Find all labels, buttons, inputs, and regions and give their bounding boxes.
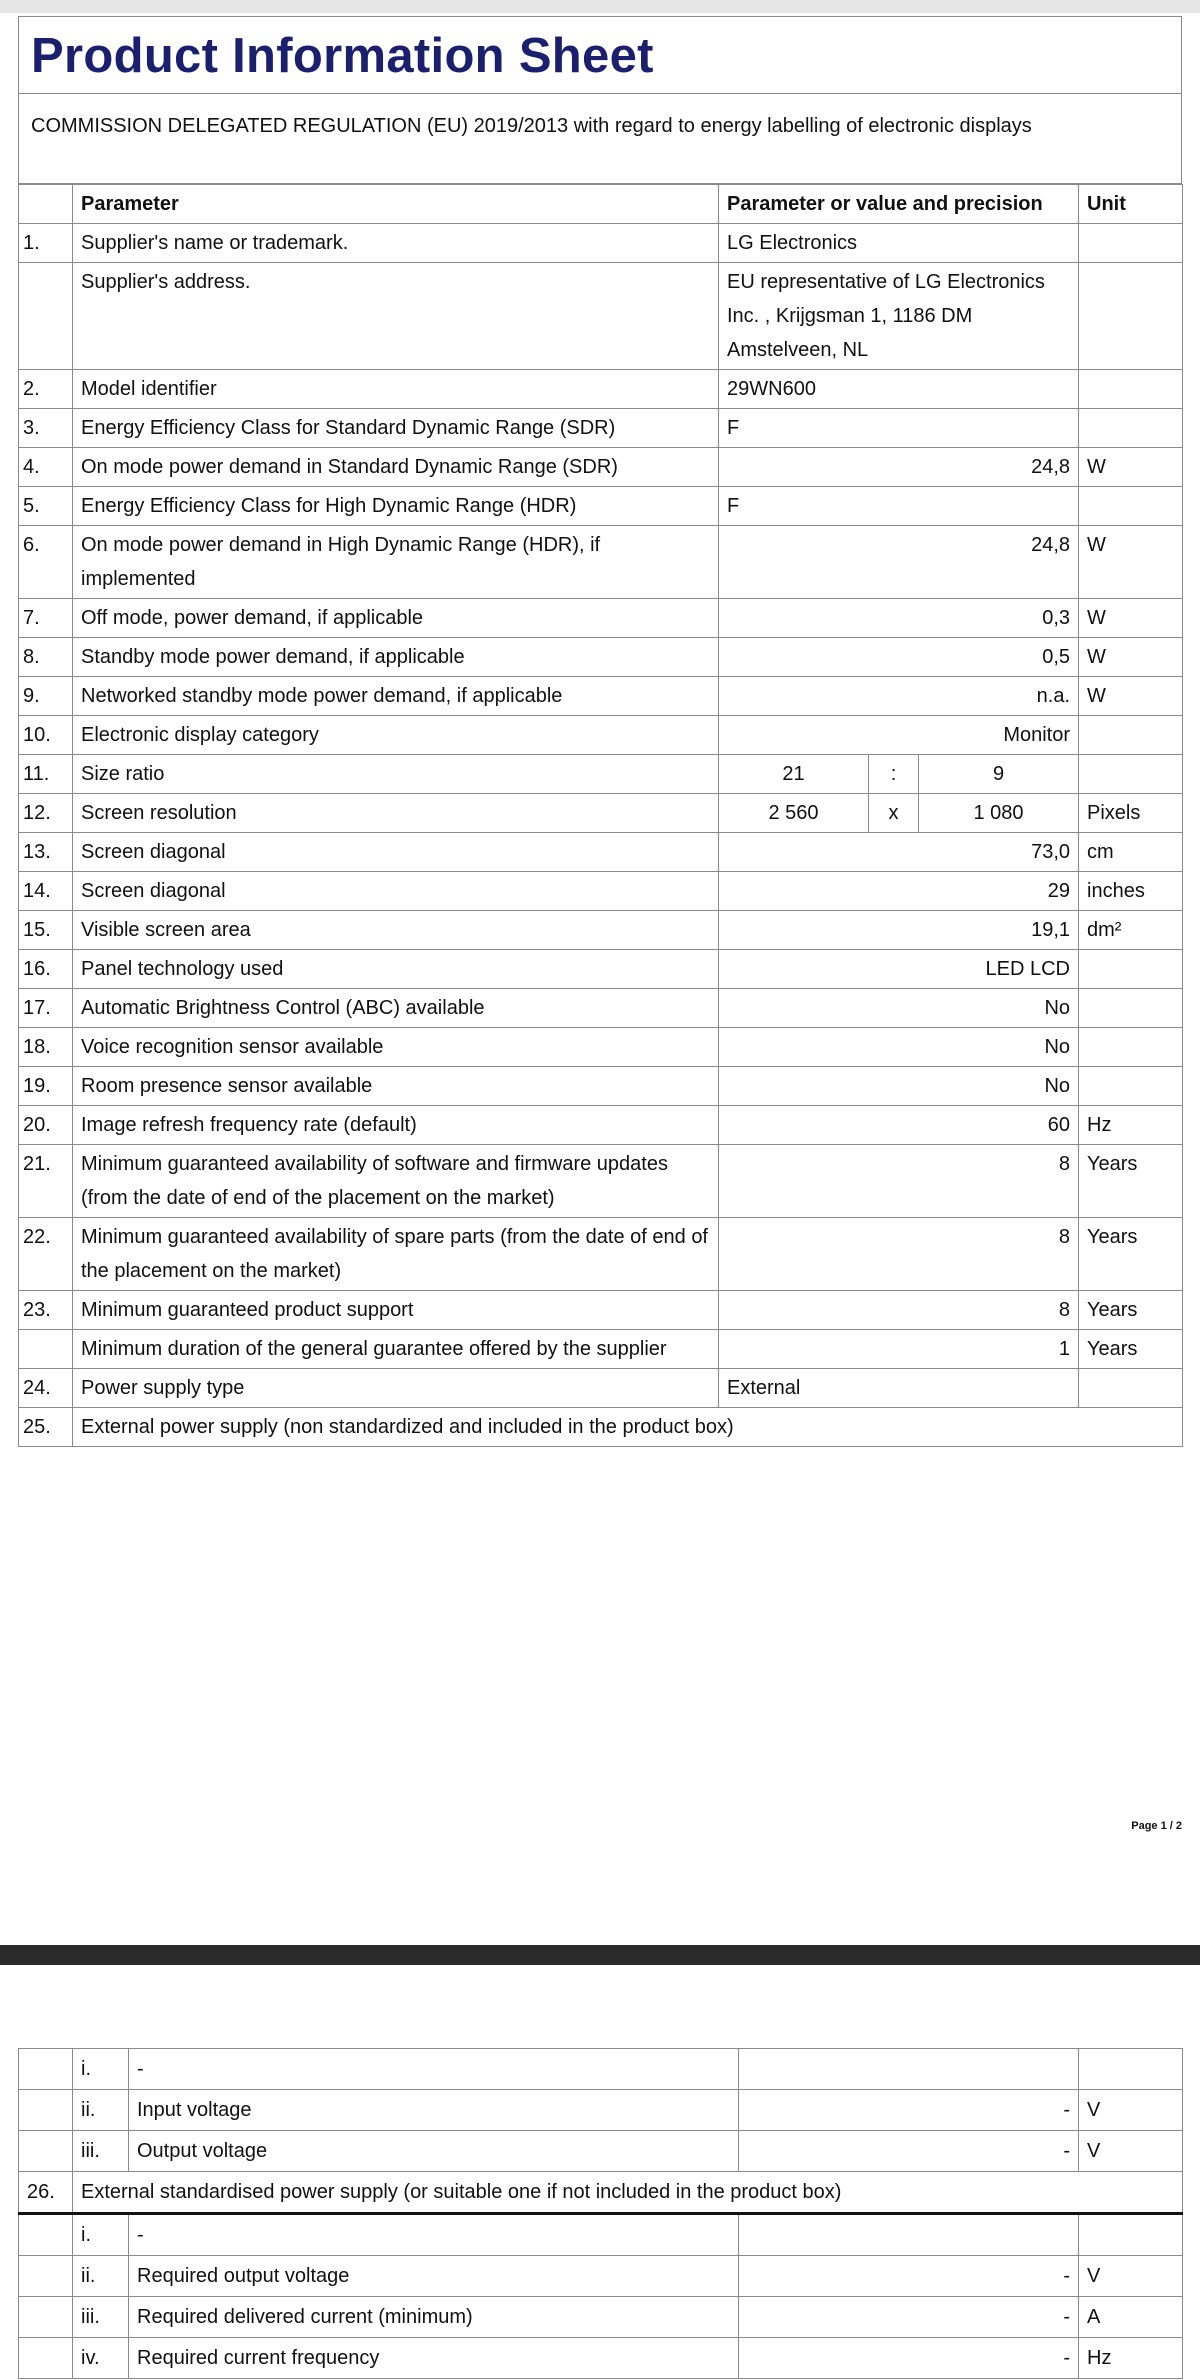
row-unit: W: [1079, 677, 1183, 716]
row-parameter: Minimum duration of the general guarantee offered by the supplier: [73, 1330, 719, 1369]
row-parameter: Supplier's name or trademark.: [73, 224, 719, 263]
row-parameter: Room presence sensor available: [73, 1067, 719, 1106]
sub-parameter: Output voltage: [129, 2131, 739, 2172]
standard-supply-subrow: [19, 2256, 1183, 2297]
row-number: 24.: [19, 1369, 73, 1408]
table-row: [19, 1369, 1183, 1408]
sub-parameter: Input voltage: [129, 2090, 739, 2131]
row-parameter: Size ratio: [73, 755, 719, 794]
row-number: 22.: [19, 1218, 73, 1291]
row-value: F: [719, 409, 1079, 448]
row-value: 0,5: [719, 638, 1079, 677]
ratio-separator: x: [869, 794, 919, 833]
row-value: External: [719, 1369, 1079, 1408]
table-row: [19, 638, 1183, 677]
table-row: [19, 716, 1183, 755]
row-number: 16.: [19, 950, 73, 989]
row-number: 13.: [19, 833, 73, 872]
row-parameter: Model identifier: [73, 370, 719, 409]
row-unit: [1079, 224, 1183, 263]
row-number-empty: [19, 2214, 73, 2256]
regulation-subtitle: COMMISSION DELEGATED REGULATION (EU) 2019/2013 with regard to energy labelling of electronic displays: [18, 94, 1182, 184]
row-value: LED LCD: [719, 950, 1079, 989]
table-row: [19, 487, 1183, 526]
sub-parameter: Required delivered current (minimum): [129, 2297, 739, 2338]
row-unit: W: [1079, 526, 1183, 599]
table-row: [19, 911, 1183, 950]
row-parameter: On mode power demand in Standard Dynamic Range (SDR): [73, 448, 719, 487]
row-parameter: Screen diagonal: [73, 872, 719, 911]
row-parameter: Voice recognition sensor available: [73, 1028, 719, 1067]
ratio-left: 21: [719, 755, 869, 794]
row-number: 20.: [19, 1106, 73, 1145]
sub-value: -: [739, 2256, 1079, 2297]
row-value: 1: [719, 1330, 1079, 1369]
ratio-left: 2 560: [719, 794, 869, 833]
row-unit: Years: [1079, 1218, 1183, 1291]
row-number: 7.: [19, 599, 73, 638]
row-parameter: On mode power demand in High Dynamic Range (HDR), if implemented: [73, 526, 719, 599]
row-number: 15.: [19, 911, 73, 950]
standard-supply-subrow: [19, 2338, 1183, 2379]
row-value: 8: [719, 1145, 1079, 1218]
row-unit: cm: [1079, 833, 1183, 872]
row-parameter: Panel technology used: [73, 950, 719, 989]
table-row: [19, 409, 1183, 448]
sub-unit: Hz: [1079, 2338, 1183, 2379]
table-row: [19, 1028, 1183, 1067]
row-unit: [1079, 409, 1183, 448]
row-parameter: Screen diagonal: [73, 833, 719, 872]
row-value: No: [719, 1028, 1079, 1067]
row-unit: [1079, 950, 1183, 989]
row-number: 21.: [19, 1145, 73, 1218]
row-unit: [1079, 989, 1183, 1028]
table-row: [19, 1408, 1183, 1447]
row-number-empty: [19, 2049, 73, 2090]
row-unit: Pixels: [1079, 794, 1183, 833]
row-number: 5.: [19, 487, 73, 526]
row-value: 24,8: [719, 526, 1079, 599]
row-value: Monitor: [719, 716, 1079, 755]
row-parameter: Screen resolution: [73, 794, 719, 833]
top-edge: [0, 0, 1200, 13]
row-unit: Years: [1079, 1291, 1183, 1330]
row-unit: [1079, 1067, 1183, 1106]
power-supply-table: [18, 2048, 1183, 2379]
sub-unit: V: [1079, 2090, 1183, 2131]
row-unit: [1079, 716, 1183, 755]
roman-index: i.: [73, 2049, 129, 2090]
row-number-empty: [19, 2131, 73, 2172]
table-row: [19, 1145, 1183, 1218]
row-number: 19.: [19, 1067, 73, 1106]
row-number: 18.: [19, 1028, 73, 1067]
row-value: 29: [719, 872, 1079, 911]
table-row: [19, 370, 1183, 409]
table-row: [19, 448, 1183, 487]
power-supply-subrow: [19, 2131, 1183, 2172]
sub-value: -: [739, 2297, 1079, 2338]
sub-unit: A: [1079, 2297, 1183, 2338]
row-number: 1.: [19, 224, 73, 263]
sub-value: [739, 2049, 1079, 2090]
sub-value: -: [739, 2338, 1079, 2379]
sub-unit: V: [1079, 2131, 1183, 2172]
row-unit: Years: [1079, 1145, 1183, 1218]
row-value: 73,0: [719, 833, 1079, 872]
roman-index: iii.: [73, 2131, 129, 2172]
header-value: Parameter or value and precision: [719, 185, 1079, 224]
row-number: 17.: [19, 989, 73, 1028]
power-supply-subrow: [19, 2090, 1183, 2131]
row-value: 19,1: [719, 911, 1079, 950]
row-unit: [1079, 487, 1183, 526]
header-num: [19, 185, 73, 224]
page-2: [18, 2048, 1182, 2379]
sub-parameter: -: [129, 2214, 739, 2256]
row-number: 11.: [19, 755, 73, 794]
sub-unit: V: [1079, 2256, 1183, 2297]
sub-unit: [1079, 2214, 1183, 2256]
row-number: 9.: [19, 677, 73, 716]
table-row: [19, 599, 1183, 638]
table-row: [19, 2172, 1183, 2214]
roman-index: i.: [73, 2214, 129, 2256]
row-value: 29WN600: [719, 370, 1079, 409]
table-row: [19, 1067, 1183, 1106]
row-parameter: Minimum guaranteed availability of spare parts (from the date of end of the placement on the market): [73, 1218, 719, 1291]
row-number: 23.: [19, 1291, 73, 1330]
sub-parameter: Required output voltage: [129, 2256, 739, 2297]
standard-supply-subrow: [19, 2214, 1183, 2256]
row-parameter: Visible screen area: [73, 911, 719, 950]
row-parameter: Networked standby mode power demand, if applicable: [73, 677, 719, 716]
row-number: [19, 263, 73, 370]
row-value: 8: [719, 1291, 1079, 1330]
roman-index: iv.: [73, 2338, 129, 2379]
table-row: [19, 794, 1183, 833]
row-number: 12.: [19, 794, 73, 833]
row-number: 25.: [19, 1408, 73, 1447]
row-unit: W: [1079, 599, 1183, 638]
table-row: [19, 1330, 1183, 1369]
roman-index: ii.: [73, 2090, 129, 2131]
table-row: [19, 263, 1183, 370]
row-parameter: Standby mode power demand, if applicable: [73, 638, 719, 677]
row-number: 4.: [19, 448, 73, 487]
row-number: [19, 1330, 73, 1369]
row-number: 3.: [19, 409, 73, 448]
row-value: No: [719, 989, 1079, 1028]
product-info-table: [18, 184, 1183, 1447]
row-parameter: Image refresh frequency rate (default): [73, 1106, 719, 1145]
table-row: [19, 1218, 1183, 1291]
row-value: LG Electronics: [719, 224, 1079, 263]
sub-unit: [1079, 2049, 1183, 2090]
header-unit: Unit: [1079, 185, 1183, 224]
table-row: [19, 224, 1183, 263]
row-unit: inches: [1079, 872, 1183, 911]
table-row: [19, 1106, 1183, 1145]
row-unit: W: [1079, 638, 1183, 677]
row-value: 0,3: [719, 599, 1079, 638]
row-unit: [1079, 370, 1183, 409]
table-header-row: [19, 185, 1183, 224]
row-parameter: Electronic display category: [73, 716, 719, 755]
row-number-empty: [19, 2338, 73, 2379]
row-unit: dm²: [1079, 911, 1183, 950]
row-number-empty: [19, 2297, 73, 2338]
row-value: n.a.: [719, 677, 1079, 716]
table-row: [19, 989, 1183, 1028]
table-row: [19, 677, 1183, 716]
page-title: Product Information Sheet: [18, 16, 1182, 94]
row-unit: [1079, 1369, 1183, 1408]
table-row: [19, 755, 1183, 794]
header-parameter: Parameter: [73, 185, 719, 224]
row-unit: [1079, 263, 1183, 370]
row-unit: Years: [1079, 1330, 1183, 1369]
sub-value: -: [739, 2090, 1079, 2131]
sub-value: -: [739, 2131, 1079, 2172]
row-parameter: Supplier's address.: [73, 263, 719, 370]
row-parameter: External standardised power supply (or suitable one if not included in the product box): [73, 2172, 1183, 2214]
table-row: [19, 833, 1183, 872]
power-supply-subrow: [19, 2049, 1183, 2090]
table-row: [19, 526, 1183, 599]
row-number: 10.: [19, 716, 73, 755]
ratio-separator: :: [869, 755, 919, 794]
sub-parameter: Required current frequency: [129, 2338, 739, 2379]
row-number-empty: [19, 2090, 73, 2131]
roman-index: iii.: [73, 2297, 129, 2338]
row-number: 14.: [19, 872, 73, 911]
table-row: [19, 1291, 1183, 1330]
row-parameter: Energy Efficiency Class for Standard Dynamic Range (SDR): [73, 409, 719, 448]
page-number: Page 1 / 2: [1131, 1820, 1182, 1832]
row-number-empty: [19, 2256, 73, 2297]
row-parameter: Minimum guaranteed product support: [73, 1291, 719, 1330]
row-value: EU representative of LG Electronics Inc. , Krijgsman 1, 1186 DM Amstelveen, NL: [719, 263, 1079, 370]
row-number: 26.: [19, 2172, 73, 2214]
row-number: 8.: [19, 638, 73, 677]
row-number: 6.: [19, 526, 73, 599]
page-divider: [0, 1945, 1200, 1965]
row-unit: W: [1079, 448, 1183, 487]
row-unit: [1079, 755, 1183, 794]
row-unit: [1079, 1028, 1183, 1067]
row-value: 8: [719, 1218, 1079, 1291]
roman-index: ii.: [73, 2256, 129, 2297]
row-parameter: Automatic Brightness Control (ABC) available: [73, 989, 719, 1028]
row-value: No: [719, 1067, 1079, 1106]
sub-value: [739, 2214, 1079, 2256]
row-value: F: [719, 487, 1079, 526]
row-parameter: External power supply (non standardized and included in the product box): [73, 1408, 1183, 1447]
standard-supply-subrow: [19, 2297, 1183, 2338]
row-parameter: Energy Efficiency Class for High Dynamic Range (HDR): [73, 487, 719, 526]
row-value: 60: [719, 1106, 1079, 1145]
row-parameter: Off mode, power demand, if applicable: [73, 599, 719, 638]
ratio-right: 1 080: [919, 794, 1079, 833]
table-row: [19, 872, 1183, 911]
row-number: 2.: [19, 370, 73, 409]
table-row: [19, 950, 1183, 989]
row-value: 24,8: [719, 448, 1079, 487]
sub-parameter: -: [129, 2049, 739, 2090]
row-unit: Hz: [1079, 1106, 1183, 1145]
ratio-right: 9: [919, 755, 1079, 794]
row-parameter: Minimum guaranteed availability of software and firmware updates (from the date of end of the placement on the market): [73, 1145, 719, 1218]
row-parameter: Power supply type: [73, 1369, 719, 1408]
